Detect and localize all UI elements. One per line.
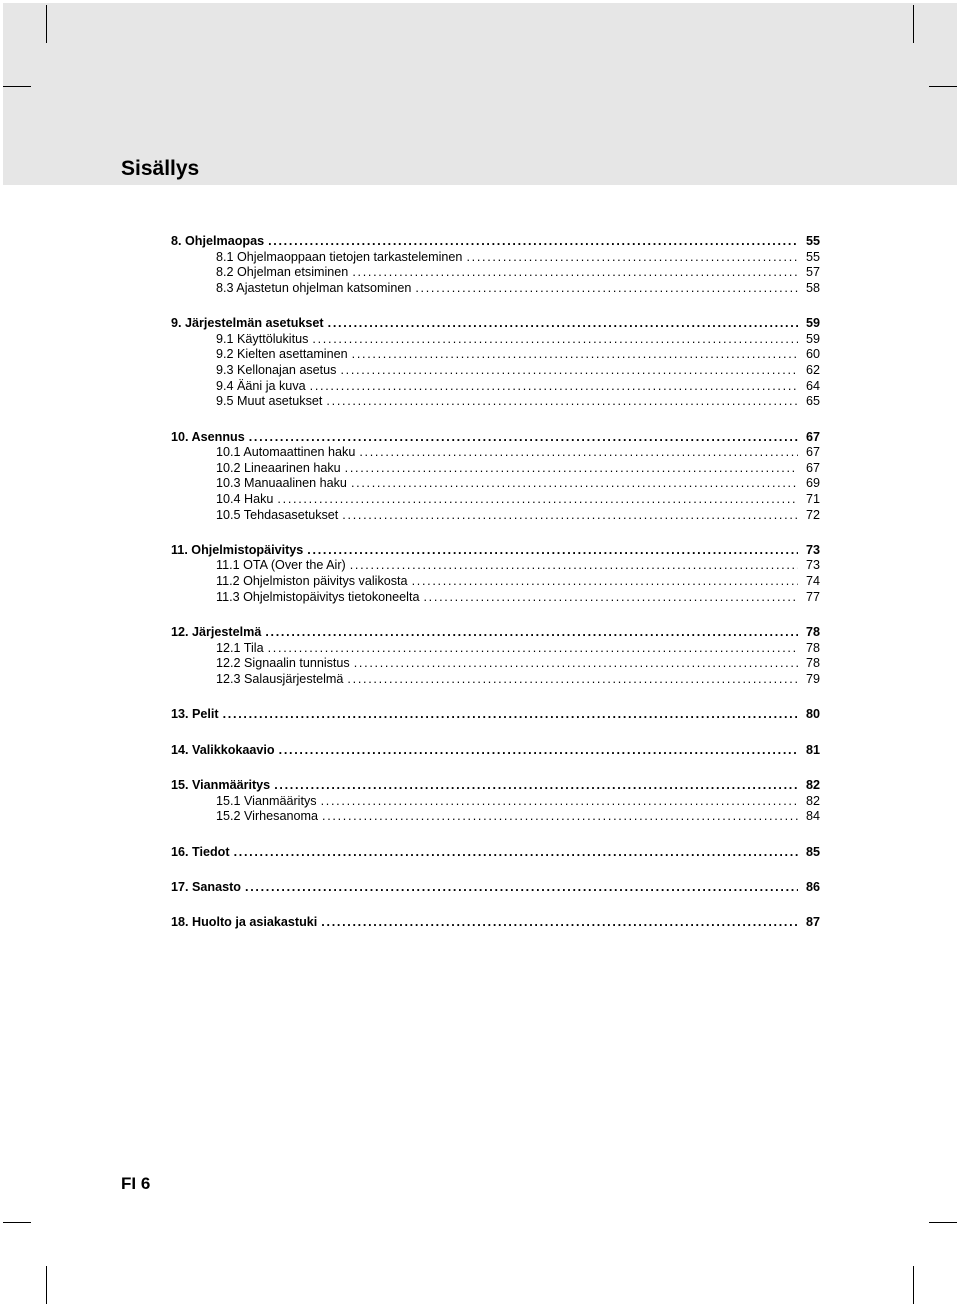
toc-entry-label: 15. Vianmääritys [171, 778, 271, 793]
toc-section-entry[interactable] [171, 332, 820, 348]
toc-entry-page-number: 67 [805, 445, 820, 460]
toc-chapter-entry[interactable] [171, 543, 820, 559]
toc-dot-leader [310, 379, 798, 395]
toc-entry-label: 12.2 Signaalin tunnistus [216, 656, 350, 671]
toc-dot-leader [342, 508, 798, 524]
toc-entry-label: 16. Tiedot [171, 844, 230, 859]
toc-section-entry[interactable] [171, 574, 820, 590]
toc-entry-label: 15.1 Vianmääritys [216, 793, 317, 808]
toc-section-entry[interactable] [171, 641, 820, 657]
toc-dot-leader [277, 492, 798, 508]
toc-section-entry[interactable] [171, 281, 820, 297]
toc-dot-leader [307, 543, 798, 559]
toc-entry-label: 9.3 Kellonajan asetus [216, 362, 337, 377]
toc-section-entry[interactable] [171, 558, 820, 574]
toc-dot-leader [274, 778, 798, 794]
toc-entry-page-number: 74 [805, 574, 820, 589]
toc-entry-page-number: 78 [805, 656, 820, 671]
toc-dot-leader [328, 316, 798, 332]
toc-chapter-entry[interactable] [171, 915, 820, 931]
toc-entry-label: 9.5 Muut asetukset [216, 394, 323, 409]
toc-entry-label: 12.3 Salausjärjestelmä [216, 671, 344, 686]
toc-entry-label: 17. Sanasto [171, 879, 241, 894]
toc-section-entry[interactable] [171, 265, 820, 281]
toc-entry-label: 9.2 Kielten asettaminen [216, 347, 348, 362]
toc-entry-page-number: 60 [805, 347, 820, 362]
toc-entry-label: 8. Ohjelmaopas [171, 234, 265, 248]
toc-entry-page-number: 62 [805, 362, 820, 377]
toc-dot-leader [249, 430, 798, 446]
toc-entry-label: 10.4 Haku [216, 491, 274, 506]
toc-entry-page-number: 72 [805, 507, 820, 522]
toc-chapter-entry[interactable] [171, 743, 820, 759]
toc-chapter-entry[interactable] [171, 234, 820, 250]
toc-dot-leader [265, 625, 798, 641]
toc-dot-leader [245, 880, 798, 896]
table-of-contents [171, 234, 820, 931]
toc-entry-label: 10. Asennus [171, 429, 245, 444]
toc-dot-leader [345, 461, 798, 477]
toc-entry-page-number: 87 [805, 915, 820, 930]
toc-entry-page-number: 73 [805, 558, 820, 573]
toc-entry-label: 10.1 Automaattinen haku [216, 445, 356, 460]
toc-dot-leader [321, 794, 798, 810]
toc-entry-page-number: 85 [805, 844, 820, 859]
toc-dot-leader [415, 281, 798, 297]
toc-entry-page-number: 59 [805, 331, 820, 346]
crop-mark-top-right-horizontal [929, 86, 957, 87]
toc-dot-leader [466, 250, 798, 266]
toc-entry-page-number: 84 [805, 809, 820, 824]
toc-entry-label: 14. Valikkokaavio [171, 742, 275, 757]
toc-dot-leader [312, 332, 798, 348]
toc-entry-label: 12. Järjestelmä [171, 625, 262, 640]
toc-chapter-entry[interactable] [171, 430, 820, 446]
toc-entry-label: 18. Huolto ja asiakastuki [171, 915, 318, 930]
crop-mark-bottom-left-horizontal [3, 1222, 31, 1223]
toc-section-entry[interactable] [171, 656, 820, 672]
toc-section-entry[interactable] [171, 461, 820, 477]
toc-section-entry[interactable] [171, 492, 820, 508]
toc-dot-leader [350, 558, 798, 574]
toc-entry-page-number: 82 [805, 778, 820, 793]
toc-dot-leader [412, 574, 798, 590]
toc-entry-page-number: 58 [805, 280, 820, 295]
toc-dot-leader [340, 363, 798, 379]
toc-entry-label: 9. Järjestelmän asetukset [171, 316, 324, 331]
toc-entry-label: 15.2 Virhesanoma [216, 809, 318, 824]
toc-chapter-entry[interactable] [171, 625, 820, 641]
toc-entry-label: 9.1 Käyttölukitus [216, 331, 309, 346]
toc-section-entry[interactable] [171, 379, 820, 395]
toc-entry-page-number: 80 [805, 707, 820, 722]
toc-chapter-entry[interactable] [171, 707, 820, 723]
toc-entry-label: 11. Ohjelmistopäivitys [171, 542, 304, 557]
toc-section-entry[interactable] [171, 394, 820, 410]
toc-entry-label: 12.1 Tila [216, 640, 264, 655]
toc-entry-label: 8.3 Ajastetun ohjelman katsominen [216, 280, 412, 295]
toc-entry-page-number: 78 [805, 625, 820, 640]
toc-entry-label: 10.5 Tehdasasetukset [216, 507, 339, 522]
toc-section-entry[interactable] [171, 809, 820, 825]
toc-entry-label: 8.1 Ohjelmaoppaan tietojen tarkasteleminen [216, 249, 463, 264]
crop-mark-bottom-right-horizontal [929, 1222, 957, 1223]
toc-entry-label: 8.2 Ohjelman etsiminen [216, 265, 349, 280]
toc-entry-page-number: 81 [805, 742, 820, 757]
toc-entry-page-number: 67 [805, 460, 820, 475]
toc-dot-leader [223, 707, 798, 723]
toc-entry-label: 13. Pelit [171, 707, 219, 722]
toc-dot-leader [322, 809, 798, 825]
page-title: Sisällys [121, 157, 200, 180]
toc-entry-page-number: 77 [805, 589, 820, 604]
crop-mark-top-right-vertical [913, 5, 914, 43]
toc-entry-page-number: 57 [805, 265, 820, 280]
toc-chapter-entry[interactable] [171, 778, 820, 794]
toc-dot-leader [268, 234, 798, 250]
toc-dot-leader [234, 845, 798, 861]
toc-entry-page-number: 71 [805, 491, 820, 506]
toc-section-entry[interactable] [171, 794, 820, 810]
toc-entry-page-number: 64 [805, 378, 820, 393]
toc-entry-page-number: 78 [805, 640, 820, 655]
toc-section-entry[interactable] [171, 347, 820, 363]
toc-section-entry[interactable] [171, 590, 820, 606]
crop-mark-bottom-right-vertical [913, 1266, 914, 1304]
toc-entry-label: 10.2 Lineaarinen haku [216, 460, 341, 475]
toc-entry-page-number: 55 [805, 234, 820, 248]
toc-dot-leader [359, 445, 798, 461]
toc-entry-label: 10.3 Manuaalinen haku [216, 476, 347, 491]
toc-dot-leader [352, 347, 798, 363]
toc-entry-label: 11.3 Ohjelmistopäivitys tietokoneelta [216, 589, 420, 604]
toc-section-entry[interactable] [171, 508, 820, 524]
toc-entry-label: 11.1 OTA (Over the Air) [216, 558, 346, 573]
toc-entry-label: 9.4 Ääni ja kuva [216, 378, 306, 393]
toc-section-entry[interactable] [171, 476, 820, 492]
toc-dot-leader [279, 743, 798, 759]
toc-dot-leader [354, 656, 798, 672]
toc-dot-leader [423, 590, 798, 606]
crop-mark-bottom-left-vertical [46, 1266, 47, 1304]
toc-entry-page-number: 67 [805, 429, 820, 444]
toc-chapter-entry[interactable] [171, 316, 820, 332]
page-number: FI 6 [121, 1174, 151, 1193]
toc-section-entry[interactable] [171, 672, 820, 688]
crop-mark-top-left-vertical [46, 5, 47, 43]
toc-entry-page-number: 55 [805, 249, 820, 264]
toc-dot-leader [352, 265, 798, 281]
toc-entry-page-number: 59 [805, 316, 820, 331]
toc-chapter-entry[interactable] [171, 880, 820, 896]
toc-entry-page-number: 82 [805, 793, 820, 808]
toc-section-entry[interactable] [171, 363, 820, 379]
toc-dot-leader [347, 672, 798, 688]
toc-section-entry[interactable] [171, 445, 820, 461]
toc-dot-leader [351, 476, 798, 492]
toc-entry-page-number: 65 [805, 394, 820, 409]
toc-dot-leader [326, 394, 798, 410]
crop-mark-top-left-horizontal [3, 86, 31, 87]
toc-entry-page-number: 73 [805, 542, 820, 557]
toc-chapter-entry[interactable] [171, 845, 820, 861]
toc-section-entry[interactable] [171, 250, 820, 266]
toc-dot-leader [268, 641, 798, 657]
toc-entry-page-number: 79 [805, 671, 820, 686]
toc-entry-label: 11.2 Ohjelmiston päivitys valikosta [216, 574, 408, 589]
toc-dot-leader [321, 915, 798, 931]
toc-entry-page-number: 86 [805, 879, 820, 894]
toc-entry-page-number: 69 [805, 476, 820, 491]
